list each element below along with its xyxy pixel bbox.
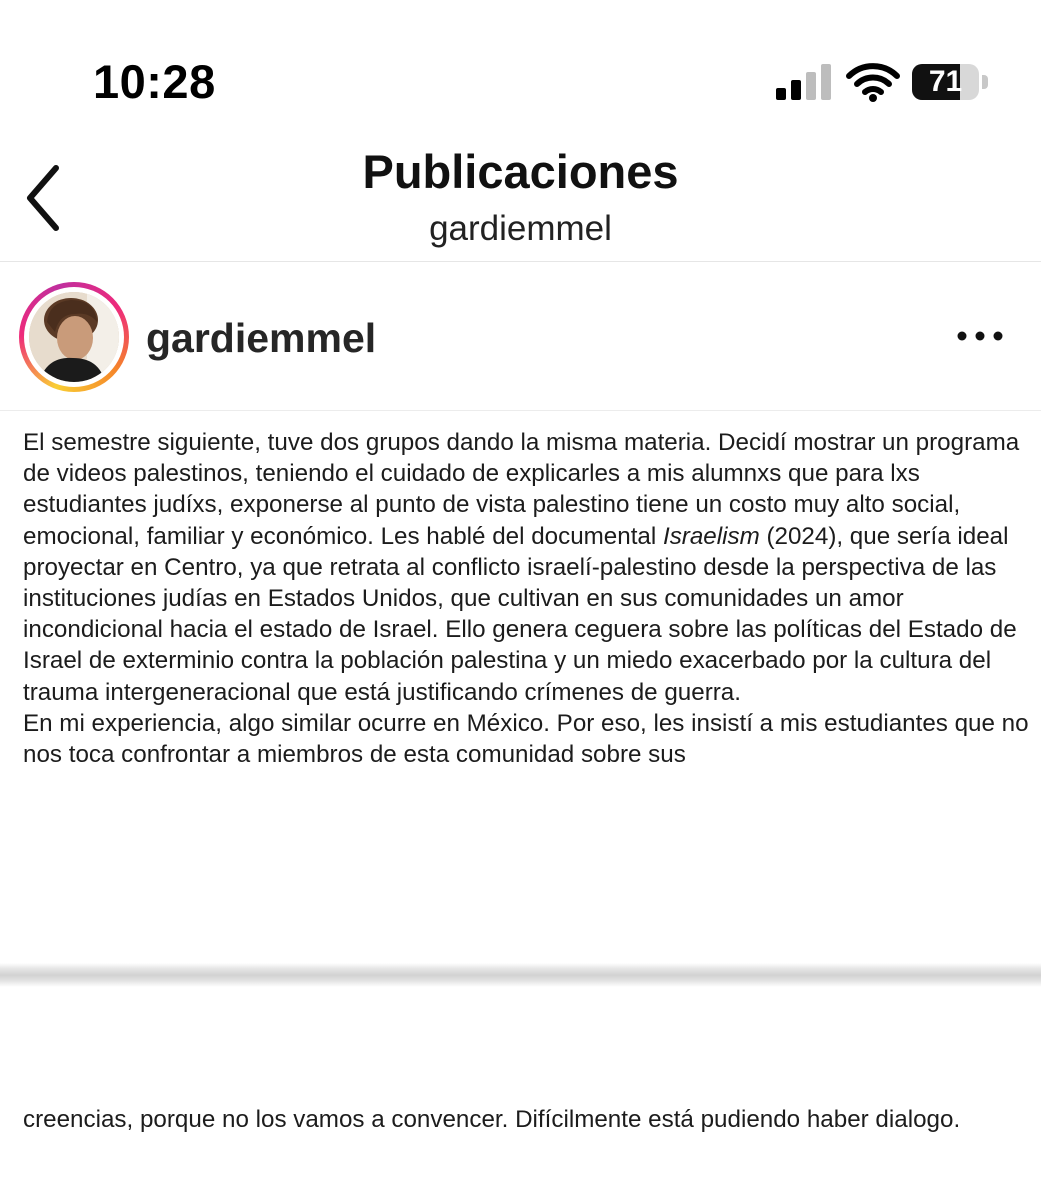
- page-title: Publicaciones: [362, 145, 679, 198]
- status-bar: [0, 0, 1041, 130]
- nav-header: [0, 130, 1041, 262]
- page-subtitle: gardiemmel: [429, 209, 612, 248]
- post-text-span: El semestre siguiente, tuve dos grupos dando la misma materia. Decidí mostrar un programa de videos palestinos, teniendo el cuidado de explicarles a mis alumnxs que para lxs estudiantes judíxs, exponerse al punto de vista palestino tiene un costo muy alto social, emocional, familiar y económico. Les hablé del documental: [23, 429, 1020, 550]
- post-paragraph-1: [23, 427, 1033, 708]
- more-horizontal-icon: [946, 316, 1010, 356]
- avatar[interactable]: [29, 292, 119, 382]
- page-break-divider: [0, 963, 1041, 987]
- post-text-continued: creencias, porque no los vamos a convencer. Difícilmente está pudiendo haber dialogo.: [23, 1106, 961, 1133]
- status-time: 10:28: [93, 55, 216, 108]
- post-paragraph-2: En mi experiencia, algo similar ocurre en México. Por eso, les insistí a mis estudiantes que no nos toca confrontar a miembros de esta comunidad sobre sus: [23, 709, 1029, 769]
- post-header: [0, 262, 1041, 411]
- post-image: [0, 411, 1041, 1200]
- battery-body: [912, 64, 979, 100]
- battery-level: 71: [928, 65, 963, 98]
- post-text-block: [23, 427, 1033, 770]
- signal-bar-3: [806, 72, 816, 100]
- signal-bar-1: [776, 88, 786, 100]
- signal-bar-4: [821, 64, 831, 100]
- signal-bar-2: [791, 80, 801, 100]
- wifi-icon: [846, 62, 900, 102]
- story-ring[interactable]: [19, 282, 129, 392]
- more-options-button[interactable]: [946, 316, 1010, 356]
- post-username[interactable]: gardiemmel: [146, 315, 377, 361]
- avatar-image: [29, 292, 119, 382]
- battery-icon: [912, 64, 990, 100]
- post-text-span: (2024), que sería ideal proyectar en Centro, ya que retrata al conflicto israelí-palestino desde la perspectiva de las instituciones judías en Estados Unidos, que cultivan en sus comunidades un amor incondicional hacia el estado de Israel. Ello genera ceguera sobre las políticas del Estado de Israel de exterminio contra la población palestina y un miedo exacerbado por la cultura del trauma intergeneracional que está justificando crímenes de guerra.: [23, 522, 1017, 706]
- post-text-italic: Israelism: [662, 522, 760, 550]
- battery-cap: [982, 75, 988, 89]
- cellular-signal-icon: [776, 64, 832, 100]
